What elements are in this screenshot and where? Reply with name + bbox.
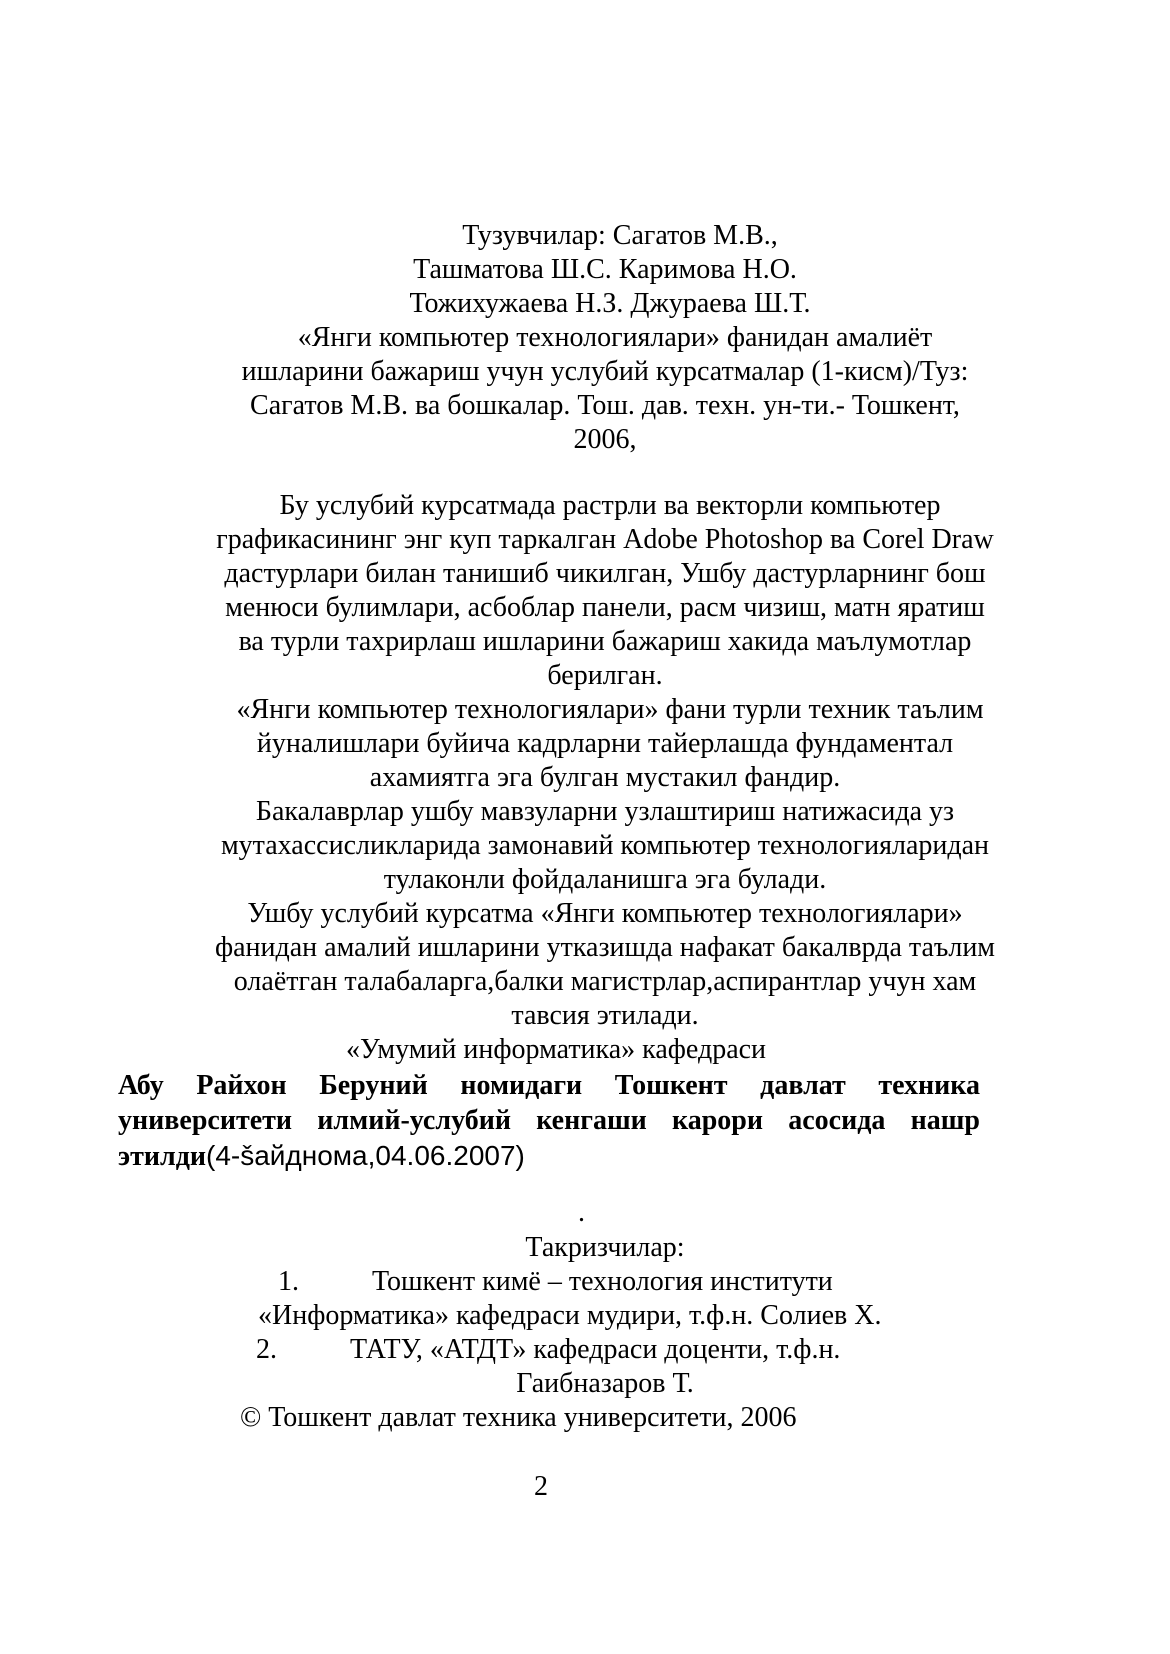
compilers-line-1: Тузувчилар: Сагатов М.В., (462, 220, 778, 251)
abstract-p4-line-2: фанидан амалий ишларини утказишда нафакат бакалврда таълим (214, 932, 996, 963)
citation-line-4: 2006, (573, 424, 637, 455)
abstract-p1-line-5: ва турли тахрирлаш ишларини бажариш хакида маълумотлар (238, 626, 972, 657)
approval-bold-text: Абу Райхон Беруний номидаги Тошкент давлат техника университети илмий-услубий кенгаши карори асосида нашр этилди (118, 1070, 980, 1172)
reviewer-1-number: 1. (278, 1266, 299, 1297)
abstract-p3-line-1: Бакалаврлар ушбу мавзуларни узлаштириш натижасида уз (255, 796, 955, 827)
copyright-line: © Тошкент давлат техника университети, 2006 (240, 1402, 797, 1433)
reviewer-1-line-2: «Информатика» кафедраси мудири, т.ф.н. Солиев Х. (258, 1300, 882, 1331)
reviewer-2-number: 2. (256, 1334, 277, 1365)
abstract-p4-line-3: олаётган талабаларга,балки магистрлар,аспирантлар учун хам (233, 966, 977, 997)
compilers-line-2: Ташматова Ш.С. Каримова Н.О. (413, 254, 797, 285)
citation-line-2: ишларини бажариш учун услубий курсатмалар (1-кисм)/Туз: (241, 356, 969, 387)
citation-line-1: «Янги компьютер технологиялари» фанидан амалиёт (297, 322, 933, 353)
abstract-p2-line-3: ахамиятга эга булган мустакил фандир. (369, 762, 841, 793)
abstract-p1-line-4: менюси булимлари, асбоблар панели, расм чизиш, матн яратиш (225, 592, 985, 623)
abstract-p1-line-1: Бу услубий курсатмада растрли ва векторли компьютер (279, 490, 941, 521)
reviewers-heading: Такризчилар: (525, 1232, 685, 1263)
reviewer-2-line-1: ТАТУ, «АТДТ» кафедраси доценти, т.ф.н. (350, 1334, 841, 1365)
abstract-p4-line-1: Ушбу услубий курсатма «Янги компьютер технологиялари» (247, 898, 963, 929)
approval-statement (118, 1068, 980, 1174)
abstract-p3-line-2: мутахассисликларида замонавий компьютер технологияларидан (220, 830, 990, 861)
reviewer-2-line-2: Гаибназаров Т. (516, 1368, 694, 1399)
compilers-line-3: Тожихужаева Н.З. Джураева Ш.Т. (409, 288, 811, 319)
abstract-p2-line-2: йуналишлари буйича кадрларни тайерлашда фундаментал (256, 728, 954, 759)
abstract-p3-line-3: тулаконли фойдаланишга эга булади. (383, 864, 827, 895)
separator-dot: . (578, 1197, 585, 1228)
department-line: «Умумий информатика» кафедраси (346, 1034, 767, 1065)
abstract-p2-line-1: «Янги компьютер технологиялари» фани турли техник таълим (236, 694, 984, 725)
abstract-p4-line-4: тавсия этилади. (511, 1000, 699, 1031)
reviewer-1-line-1: Тошкент кимё – технология институти (372, 1266, 833, 1297)
citation-line-3: Сагатов М.В. ва бошкалар. Тош. дав. техн. ун-ти.- Тошкент, (250, 390, 960, 421)
abstract-p1-line-6: берилган. (547, 660, 663, 691)
approval-note: (4-šайднома,04.06.2007) (206, 1140, 525, 1171)
abstract-p1-line-3: дастурлари билан танишиб чикилган, Ушбу дастурларнинг бош (224, 558, 986, 589)
page-number: 2 (534, 1471, 548, 1502)
abstract-p1-line-2: графикасининг энг куп таркалган Adobe Photoshop ва Corel Draw (216, 524, 994, 555)
